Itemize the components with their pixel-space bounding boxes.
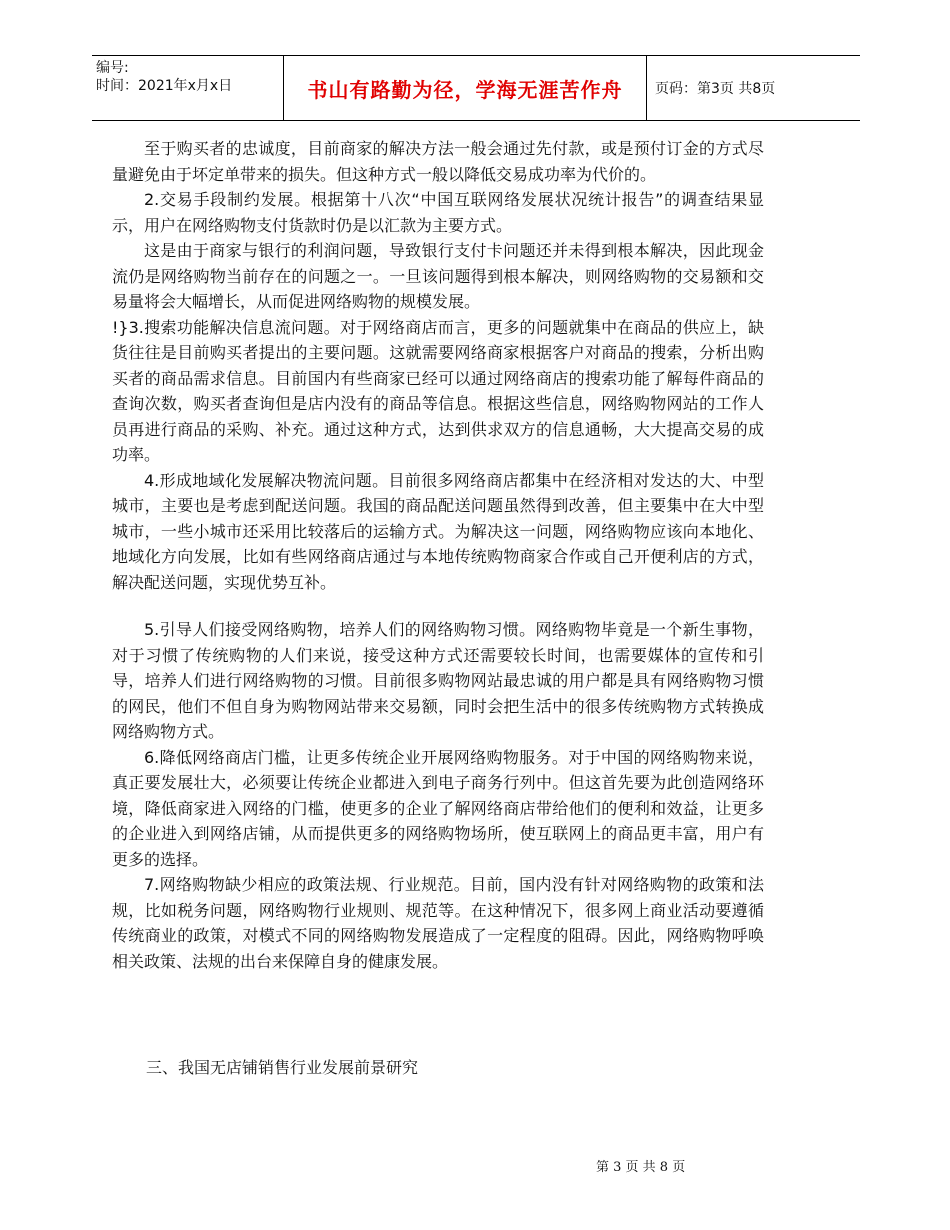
paragraph: 这是由于商家与银行的利润问题，导致银行支付卡问题还并未得到根本解决，因此现金流仍是网络购物当前存在的问题之一。一旦该问题得到根本解决，则网络购物的交易额和交易量将会大幅增长，从而促进网络购物的规模发展。 [112,241,764,311]
section-heading: 三、我国无店铺销售行业发展前景研究 [146,1058,419,1077]
paragraph: 6.降低网络商店门槛，让更多传统企业开展网络购物服务。对于中国的网络购物来说，真正要发展壮大，必须要让传统企业都进入到电子商务行列中。但这首先要为此创造网络环境，降低商家进入网络的门槛，使更多的企业了解网络商店带给他们的便利和效益，让更多的企业进入到网络店铺，从而提供更多的网络购物场所，使互联网上的商品更丰富，用户有更多的选择。 [112,747,764,869]
header-page-info: 页码：第3页 共8页 [655,81,776,97]
document-time-label: 时间：2021年x月x日 [96,78,233,94]
paragraph: 7.网络购物缺少相应的政策法规、行业规范。目前，国内没有针对网络购物的政策和法规，比如税务问题，网络购物行业规则、规范等。在这种情况下，很多网上商业活动要遵循传统商业的政策，对模式不同的网络购物发展造成了一定程度的阻碍。因此，网络购物呼唤相关政策、法规的出台来保障自身的健康发展。 [112,875,764,971]
paragraph: !}3.搜索功能解决信息流问题。对于网络商店而言，更多的问题就集中在商品的供应上，缺货往往是目前购买者提出的主要问题。这就需要网络商家根据客户对商品的搜索，分析出购买者的商品需求信息。目前国内有些商家已经可以通过网络商店的搜索功能了解每件商品的查询次数，购买者查询但是店内没有的商品等信息。根据这些信息，网络购物网站的工作人员再进行商品的采购、补充。通过这种方式，达到供求双方的信息通畅，大大提高交易的成功率。 [112,317,764,464]
paragraph: 5.引导人们接受网络购物，培养人们的网络购物习惯。网络购物毕竟是一个新生事物，对于习惯了传统购物的人们来说，接受这种方式还需要较长时间，也需要媒体的宣传和引导，培养人们进行网络购物的习惯。目前很多购物网站最忠诚的用户都是具有网络购物习惯的网民，他们不但自身为购物网站带来交易额，同时会把生活中的很多传统购物方式转换成网络购物方式。 [112,620,764,741]
paragraph: 至于购买者的忠诚度，目前商家的解决方法一般会通过先付款，或是预付订金的方式尽量避免由于坏定单带来的损失。但这种方式一般以降低交易成功率为代价的。 [112,139,764,184]
paragraph: 2.交易手段制约发展。根据第十八次“中国互联网络发展状况统计报告”的调查结果显示，用户在网络购物支付货款时仍是以汇款为主要方式。 [112,190,764,235]
paragraph: 4.形成地域化发展解决物流问题。目前很多网络商店都集中在经济相对发达的大、中型城市，主要也是考虑到配送问题。我国的商品配送问题虽然得到改善，但主要集中在大中型城市，一些小城市还采用比较落后的运输方式。为解决这一问题，网络购物应该向本地化、地域化方向发展，比如有些网络商店通过与本地传统购物商家合作或自己开便利店的方式，解决配送问题，实现优势互补。 [112,470,764,592]
document-number-label: 编号: [96,60,129,76]
header-motto: 书山有路勤为径，学海无涯苦作舟 [284,56,647,120]
page-header [92,55,860,121]
document-body [112,136,764,974]
header-meta [92,56,284,120]
page-footer: 第 3 页 共 8 页 [596,1160,686,1175]
